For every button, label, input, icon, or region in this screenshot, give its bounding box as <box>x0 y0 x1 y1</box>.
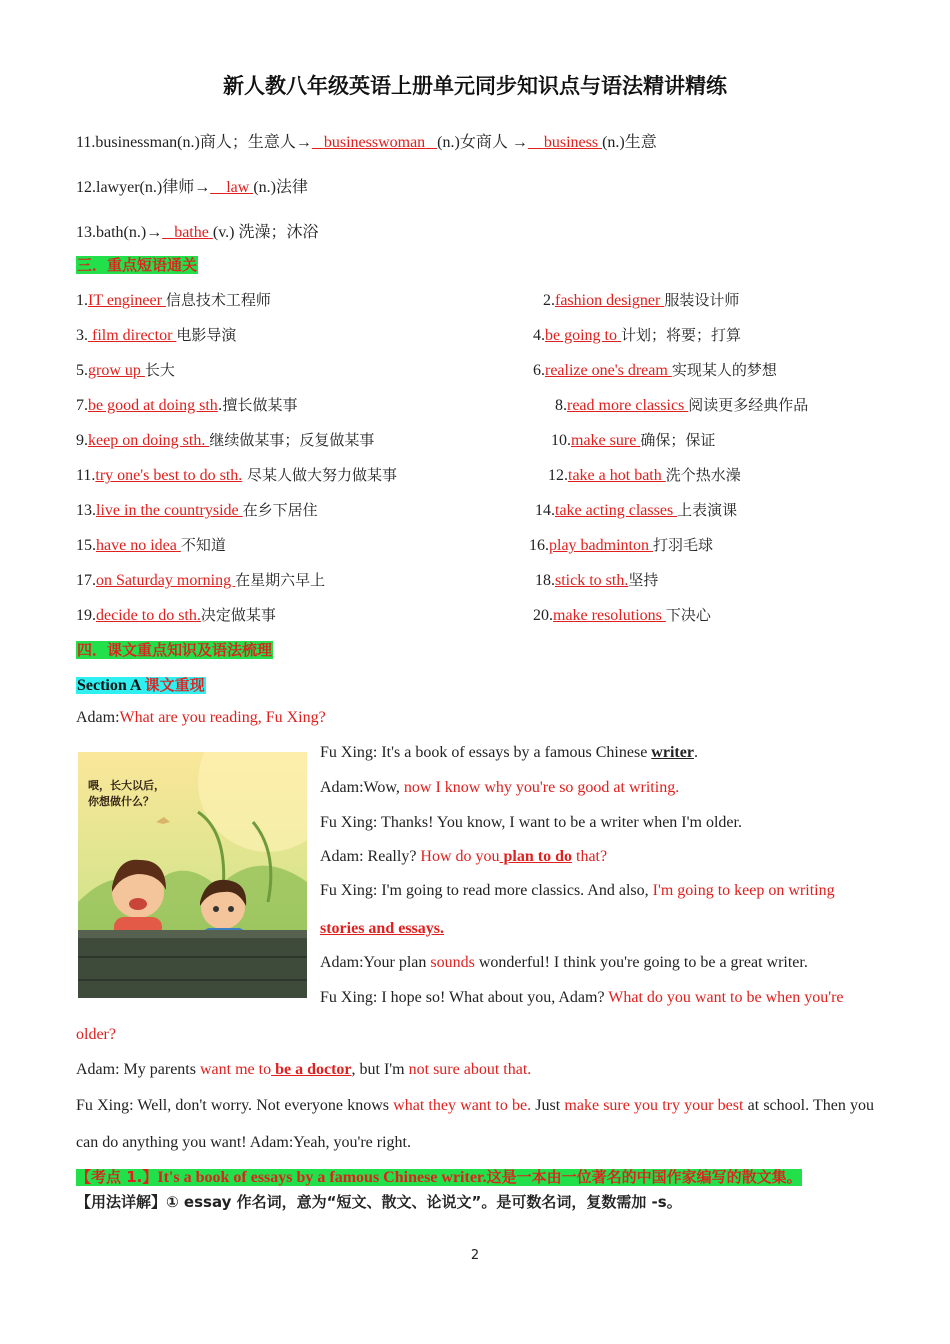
answer-blank: law <box>226 179 250 196</box>
dialogue-line: older? <box>76 1026 116 1043</box>
dialogue-line: Fu Xing: I hope so! What about you, Adam? What do you want to be when you're <box>320 989 844 1006</box>
phrase-item: 12.take a hot bath 洗个热水澡 <box>548 466 741 484</box>
word-item-12: 12.lawyer(n.)律师→ law (n.)法律 <box>76 179 308 196</box>
dialogue-line: Fu Xing: Thanks! You know, I want to be a writer when I'm older. <box>320 814 742 831</box>
phrase-item: 4.be going to 计划；将要；打算 <box>533 326 742 344</box>
usage-note: 【用法详解】① essay 作名词，意为“短文、散文、论说文”。是可数名词，复数需加 -s。 <box>76 1193 682 1211</box>
section-heading: 三．重点短语通关 <box>77 256 198 274</box>
phrase-item: 5.grow up 长大 <box>76 361 175 379</box>
answer-blank: business <box>543 134 599 151</box>
phrase-item: 2.fashion designer 服装设计师 <box>543 291 740 309</box>
phrase-item: 14.take acting classes 上表演课 <box>535 501 738 519</box>
phrase-item: 17.on Saturday morning 在星期六早上 <box>76 571 326 589</box>
section-heading: 四．课文重点知识及语法梳理 <box>77 641 273 659</box>
dialogue-line: Fu Xing: It's a book of essays by a famous Chinese writer. <box>320 744 698 761</box>
page-number: 2 <box>470 1248 480 1263</box>
dialogue-line: Adam: Really? How do you plan to do that? <box>320 848 608 865</box>
phrase-item: 10.make sure 确保；保证 <box>551 431 716 449</box>
phrase-item: 19.decide to do sth.决定做某事 <box>76 606 276 624</box>
answer-blank: bathe <box>174 224 209 241</box>
phrase-item: 1.IT engineer 信息技术工程师 <box>76 291 271 309</box>
phrase-item: 16.play badminton 打羽毛球 <box>529 536 713 554</box>
phrase-item: 18.stick to sth.坚持 <box>535 571 659 589</box>
dialogue-line: Adam: My parents want me to be a doctor, but I'm not sure about that. <box>76 1061 532 1078</box>
dialogue-line: stories and essays. <box>320 920 445 937</box>
phrase-item: 20.make resolutions 下决心 <box>533 606 711 624</box>
phrase-item: 11.try one's best to do sth. 尽某人做大努力做某事 <box>76 466 398 484</box>
dialogue-line: Adam:Your plan sounds wonderful! I think you're going to be a great writer. <box>320 954 808 971</box>
phrase-item: 13.live in the countryside 在乡下居住 <box>76 501 318 519</box>
dialogue-paragraph: Fu Xing: Well, don't worry. Not everyone knows what they want to be. Just make sure you try your best at school. Then you can do anything you want! Adam:Yeah, you're right. <box>76 1097 875 1151</box>
subsection-heading: Section A 课文重现 <box>77 676 205 694</box>
dialogue-line: Adam:What are you reading, Fu Xing? <box>76 709 326 726</box>
phrase-item: 15.have no idea 不知道 <box>76 536 226 554</box>
illustration-caption: 喂，长大以后，你想做什么？ <box>88 779 165 808</box>
page-title: 新人教八年级英语上册单元同步知识点与语法精讲精练 <box>223 74 727 98</box>
phrase-item: 6.realize one's dream 实现某人的梦想 <box>533 361 777 379</box>
phrase-item: 3. film director 电影导演 <box>76 326 237 344</box>
word-item-13: 13.bath(n.)→ bathe (v.) 洗澡；沐浴 <box>76 224 319 241</box>
phrase-item: 9.keep on doing sth. 继续做某事；反复做某事 <box>76 431 375 449</box>
key-point: 【考点 1.】It's a book of essays by a famous Chinese writer.这是一本由一位著名的中国作家编写的散文集。 <box>76 1168 802 1186</box>
word-item-11: 11.businessman(n.)商人；生意人→ businesswoman (n.)女商人 → business (n.)生意 <box>76 134 657 151</box>
dialogue-line: Adam:Wow, now I know why you're so good at writing. <box>320 779 680 796</box>
dialogue-line: Fu Xing: I'm going to read more classics. And also, I'm going to keep on writing <box>320 882 835 899</box>
phrase-item: 8.read more classics 阅读更多经典作品 <box>555 396 809 414</box>
phrase-item: 7.be good at doing sth.擅长做某事 <box>76 396 298 414</box>
answer-blank: businesswoman <box>323 134 426 151</box>
illustration-image <box>78 752 307 998</box>
